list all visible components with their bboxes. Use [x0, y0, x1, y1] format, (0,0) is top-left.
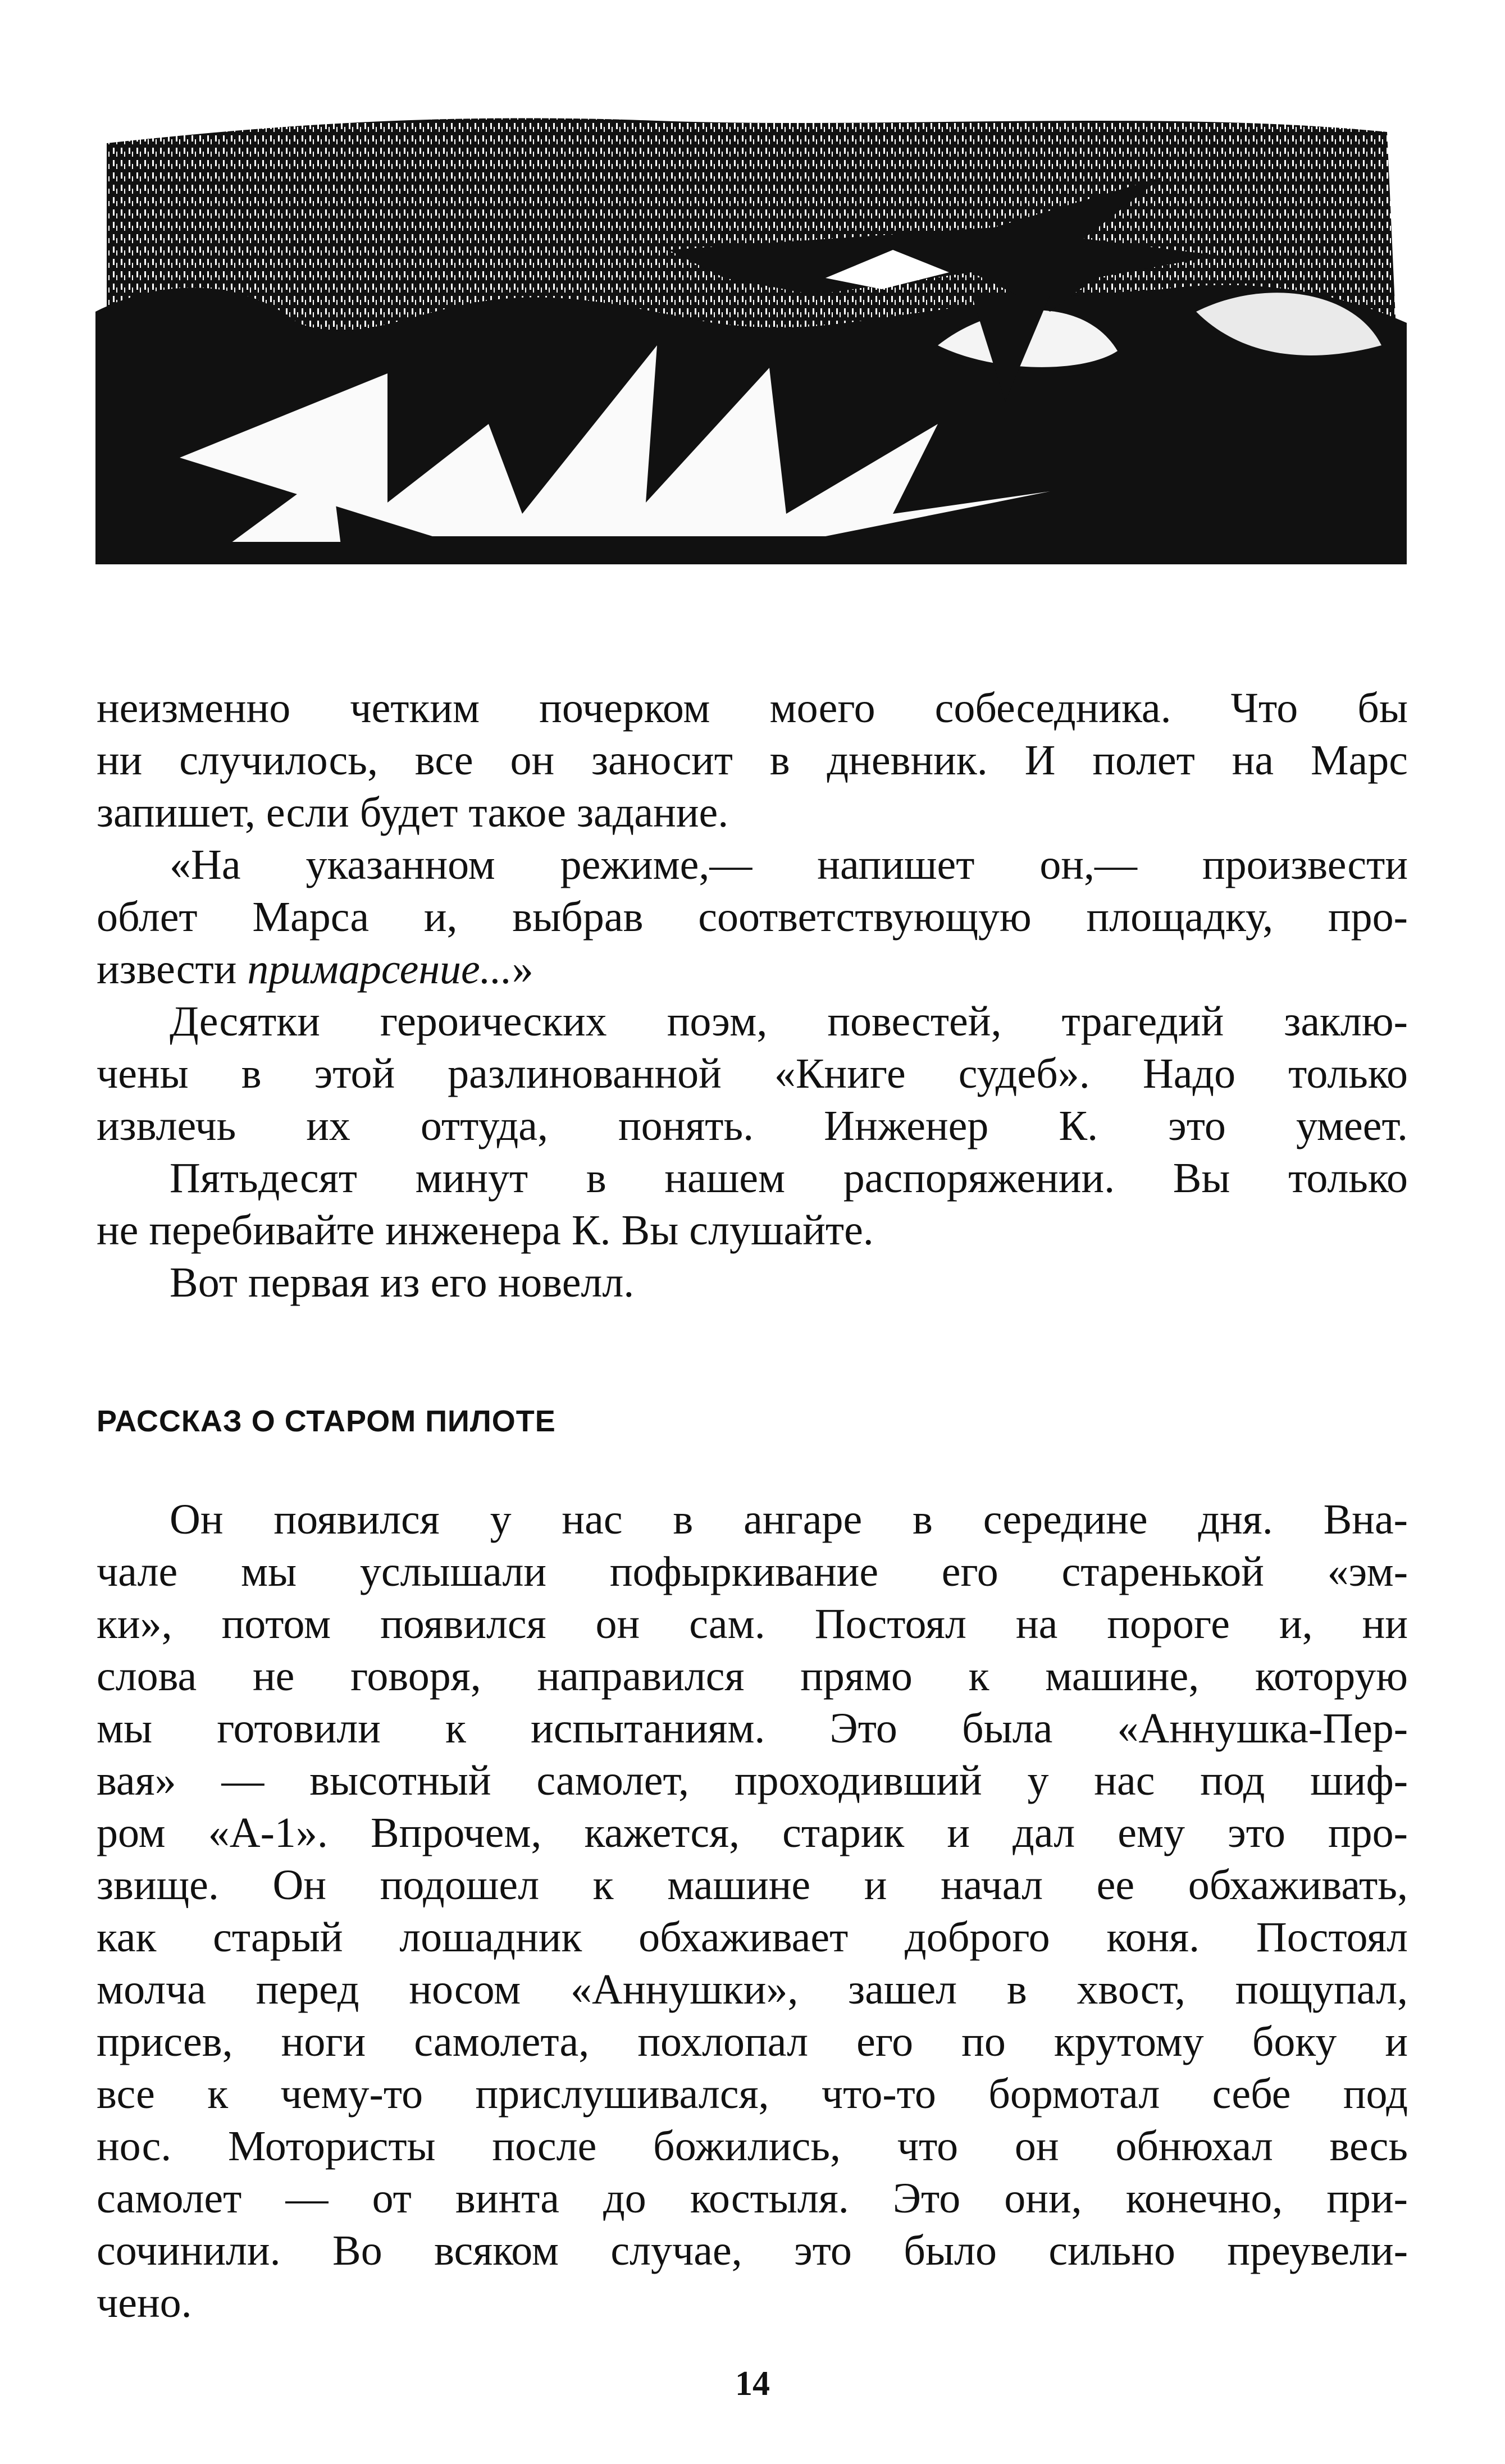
story-text	[97, 1494, 1408, 2329]
text-line: вая» — высотный самолет, проходивший у нас под шиф-	[97, 1757, 1408, 1804]
text-line: как старый лошадник обхаживает доброго коня. Постоял	[97, 1914, 1408, 1961]
text-line: ни случилось, все он заносит в дневник. И полет на Марс	[97, 737, 1408, 784]
text-line: Десятки героических поэм, повестей, трагедий заклю-	[170, 998, 1408, 1045]
text-line: звище. Он подошел к машине и начал ее обхаживать,	[97, 1861, 1408, 1909]
text-line: молча перед носом «Аннушки», зашел в хвост, пощупал,	[97, 1966, 1408, 2013]
text-line: запишет, если будет такое задание.	[97, 789, 729, 836]
text-segment: извести	[97, 946, 248, 993]
text-line: слова не говоря, направился прямо к машине, которую	[97, 1653, 1408, 1700]
text-line: извлечь их оттуда, понять. Инженер К. это умеет.	[97, 1102, 1408, 1149]
header-illustration	[95, 109, 1407, 564]
text-line: чено.	[97, 2279, 192, 2326]
text-line: нос. Мотористы после божились, что он обнюхал весь	[97, 2123, 1408, 2170]
text-line-mixed	[97, 943, 1408, 996]
italic-term: примарсение...	[247, 946, 512, 993]
text-line: Пятьдесят минут в нашем распоряжении. Вы только	[170, 1155, 1408, 1202]
text-line: присев, ноги самолета, похлопал его по крутому боку и	[97, 2018, 1408, 2065]
text-line: все к чему-то прислушивался, что-то бормотал себе под	[97, 2070, 1408, 2118]
text-line: чены в этой разлинованной «Книге судеб». Надо только	[97, 1050, 1408, 1097]
text-line: облет Марса и, выбрав соответствующую площадку, про-	[97, 893, 1408, 941]
text-line: «На указанном режиме,— напишет он,— произвести	[170, 841, 1408, 888]
text-line: не перебивайте инженера К. Вы слушайте.	[97, 1207, 874, 1254]
text-line: сочинили. Во всяком случае, это было сильно преувели-	[97, 2227, 1408, 2274]
text-line: чале мы услышали пофыркивание его старенькой «эм-	[97, 1548, 1408, 1595]
quote-close: »	[512, 946, 533, 993]
story-heading: РАССКАЗ О СТАРОМ ПИЛОТЕ	[97, 1404, 556, 1438]
text-line: ки», потом появился он сам. Постоял на пороге и, ни	[97, 1600, 1408, 1648]
intro-text	[97, 682, 1408, 1309]
page-number: 14	[735, 2365, 770, 2403]
text-line: Вот первая из его новелл.	[170, 1259, 635, 1306]
text-line: Он появился у нас в ангаре в середине дня. Вна-	[170, 1496, 1408, 1543]
woodcut-landscape-image	[95, 109, 1407, 564]
text-line: самолет — от винта до костыля. Это они, конечно, при-	[97, 2175, 1408, 2222]
text-line: мы готовили к испытаниям. Это была «Аннушка-Пер-	[97, 1705, 1408, 1752]
text-line: ром «А-1». Впрочем, кажется, старик и дал ему это про-	[97, 1809, 1408, 1856]
text-line: неизменно четким почерком моего собеседника. Что бы	[97, 685, 1408, 732]
